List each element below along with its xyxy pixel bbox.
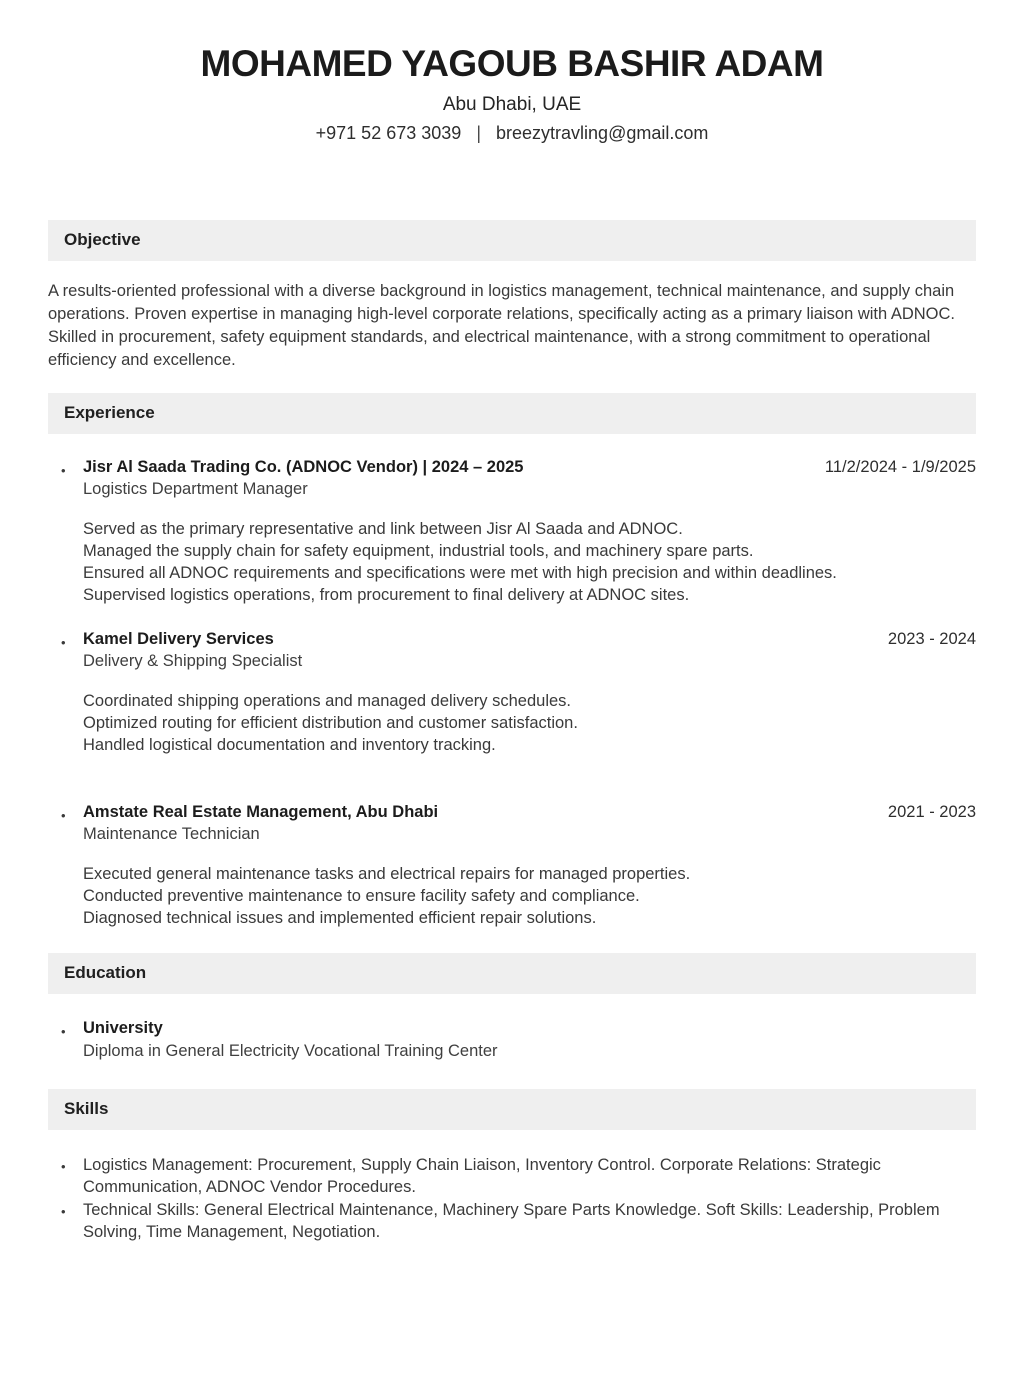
experience-item	[48, 802, 976, 929]
bullet-icon: •	[61, 634, 66, 650]
job-company: Jisr Al Saada Trading Co. (ADNOC Vendor) | 2024 – 2025	[83, 457, 524, 476]
job-description	[83, 863, 976, 929]
job-company: Kamel Delivery Services	[83, 629, 274, 648]
bullet-icon: •	[61, 1158, 66, 1174]
job-head	[83, 802, 976, 823]
job-description	[83, 518, 976, 606]
job-description-line: Handled logistical documentation and inventory tracking.	[83, 735, 496, 754]
objective-body	[48, 261, 976, 372]
job-description-line: Supervised logistics operations, from procurement to final delivery at ADNOC sites.	[83, 585, 690, 604]
job-description-line: Served as the primary representative and link between Jisr Al Saada and ADNOC.	[83, 519, 683, 538]
bullet-icon: •	[61, 1023, 66, 1039]
skill-text: Logistics Management: Procurement, Supply Chain Liaison, Inventory Control. Corporate Relations: Strategic Communication, ADNOC Vendor Procedures.	[83, 1155, 881, 1196]
bullet-icon: •	[61, 1203, 66, 1219]
skills-list	[48, 1154, 976, 1243]
job-description-line: Optimized routing for efficient distribution and customer satisfaction.	[83, 713, 578, 732]
bullet-icon: •	[61, 807, 66, 823]
experience-item	[48, 457, 976, 606]
resume-header	[48, 44, 976, 144]
job-dates: 2021 - 2023	[887, 802, 976, 821]
section-title: Experience	[64, 403, 155, 423]
job-description	[83, 690, 976, 756]
section-experience	[48, 393, 976, 929]
section-title: Skills	[64, 1099, 109, 1119]
experience-item	[48, 629, 976, 756]
objective-text: A results-oriented professional with a diverse background in logistics management, technical maintenance, and supply chain operations. Proven expertise in managing high-level corporate relations, specifically acting as a primary liaison with ADNOC. Skilled in procurement, safety equipment standards, and electrical maintenance, with a strong commitment to operational efficiency and excellence.	[48, 281, 956, 369]
contact-separator: |	[476, 122, 481, 143]
bullet-icon: •	[61, 462, 66, 478]
job-role: Logistics Department Manager	[83, 479, 308, 498]
section-title: Objective	[64, 230, 141, 250]
phone-number: +971 52 673 3039	[315, 122, 462, 143]
education-item	[48, 1018, 976, 1062]
candidate-name: MOHAMED YAGOUB BASHIR ADAM	[200, 43, 824, 84]
section-header-education	[48, 953, 976, 994]
job-dates: 11/2/2024 - 1/9/2025	[824, 457, 976, 476]
job-role: Maintenance Technician	[83, 824, 260, 843]
education-school: University	[83, 1018, 163, 1037]
skill-item	[48, 1199, 976, 1243]
job-dates: 2023 - 2024	[887, 629, 976, 648]
education-detail: Diploma in General Electricity Vocational Training Center	[83, 1041, 498, 1060]
job-description-line: Coordinated shipping operations and managed delivery schedules.	[83, 691, 571, 710]
job-head	[83, 629, 976, 650]
candidate-location: Abu Dhabi, UAE	[442, 93, 582, 115]
job-head	[83, 457, 976, 478]
skill-text: Technical Skills: General Electrical Maintenance, Machinery Spare Parts Knowledge. Soft Skills: Leadership, Problem Solving, Time Management, Negotiation.	[83, 1200, 940, 1241]
section-header-skills	[48, 1089, 976, 1130]
section-header-experience	[48, 393, 976, 434]
section-header-objective	[48, 220, 976, 261]
section-objective	[48, 220, 976, 372]
job-description-line: Executed general maintenance tasks and electrical repairs for managed properties.	[83, 864, 691, 883]
email-address: breezytravling@gmail.com	[496, 122, 709, 143]
job-description-line: Ensured all ADNOC requirements and specifications were met with high precision and within deadlines.	[83, 563, 837, 582]
job-role: Delivery & Shipping Specialist	[83, 651, 303, 670]
job-company: Amstate Real Estate Management, Abu Dhabi	[83, 802, 439, 821]
job-description-line: Diagnosed technical issues and implemented efficient repair solutions.	[83, 908, 597, 927]
contact-line	[48, 123, 976, 144]
job-description-line: Managed the supply chain for safety equipment, industrial tools, and machinery spare parts.	[83, 541, 754, 560]
skill-item	[48, 1154, 976, 1198]
job-description-line: Conducted preventive maintenance to ensure facility safety and compliance.	[83, 886, 640, 905]
section-title: Education	[64, 963, 147, 983]
section-education	[48, 953, 976, 1062]
section-skills	[48, 1089, 976, 1243]
